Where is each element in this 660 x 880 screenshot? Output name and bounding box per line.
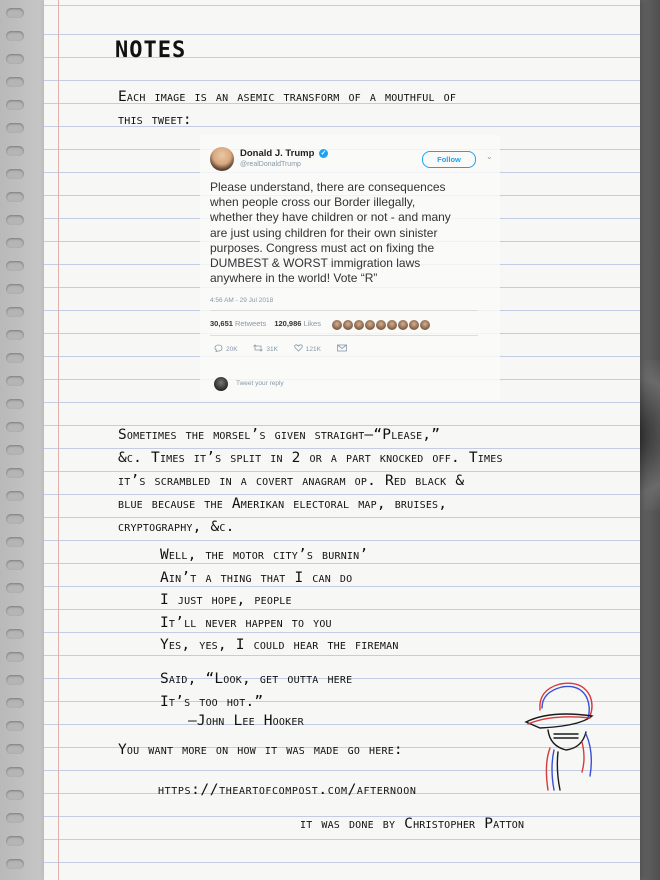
- torn-edge-hole: [6, 353, 24, 363]
- author-name: Donald J. Trump: [240, 148, 315, 159]
- like-count-label: Likes: [303, 319, 321, 328]
- torn-edge-hole: [6, 330, 24, 340]
- tweet-line: anywhere in the world! Vote “R”: [210, 271, 378, 286]
- lyrics-stanza: [160, 668, 352, 713]
- intro-line: this tweet:: [118, 112, 192, 128]
- tweet-line: when people cross our Border illegally,: [210, 195, 416, 210]
- author-credit: it was done by Christopher Patton: [300, 816, 525, 832]
- torn-edge-hole: [6, 537, 24, 547]
- torn-edge-hole: [6, 859, 24, 869]
- lyric-line: Ain’t a thing that I can do: [160, 569, 353, 586]
- torn-edge-hole: [6, 100, 24, 110]
- heart-icon: [294, 344, 303, 352]
- divider: [210, 335, 478, 336]
- paragraph-line: Sometimes the morsel’s given straight—“Please,”: [118, 427, 441, 443]
- tweet-text: [210, 180, 495, 286]
- description-paragraph: [118, 424, 503, 539]
- tweet-line: are just using children for their own sinister: [210, 225, 438, 240]
- reply-icon: [214, 344, 223, 352]
- torn-edge-hole: [6, 192, 24, 202]
- torn-edge-hole: [6, 261, 24, 271]
- torn-edge-hole: [6, 31, 24, 41]
- avatar: [387, 320, 397, 330]
- divider: [210, 310, 478, 311]
- tweet-line: whether they have children or not - and many: [210, 210, 451, 225]
- torn-edge-hole: [6, 790, 24, 800]
- torn-edge-hole: [6, 491, 24, 501]
- page-title: NOTES: [115, 38, 187, 63]
- torn-edge-hole: [6, 399, 24, 409]
- torn-edge-hole: [6, 813, 24, 823]
- liker-avatars[interactable]: [332, 317, 431, 335]
- lyrics-stanza: [160, 544, 399, 657]
- avatar[interactable]: [210, 147, 234, 171]
- torn-edge-hole: [6, 77, 24, 87]
- retweet-count[interactable]: 30,651: [210, 319, 233, 328]
- avatar: [398, 320, 408, 330]
- torn-edge-hole: [6, 445, 24, 455]
- lyric-line: Said, “Look, get outta here: [160, 671, 353, 687]
- torn-edge-hole: [6, 698, 24, 708]
- paragraph-line: &c. Times it’s split in 2 or a part knocked off. Times: [118, 450, 503, 466]
- tweet-actions: [214, 344, 361, 353]
- torn-edge-hole: [6, 307, 24, 317]
- retweet-count-label: Retweets: [234, 319, 267, 328]
- torn-edge-hole: [6, 238, 24, 248]
- like-count[interactable]: 120,986: [274, 319, 302, 328]
- torn-edge-hole: [6, 721, 24, 731]
- like-short: 121K: [305, 346, 321, 353]
- torn-edge-hole: [6, 169, 24, 179]
- avatar: [409, 320, 419, 330]
- avatar: [420, 320, 430, 330]
- torn-edge-hole: [6, 583, 24, 593]
- torn-edge-hole: [6, 606, 24, 616]
- avatar: [376, 320, 386, 330]
- intro-text: [118, 86, 456, 132]
- paragraph-line: it’s scrambled in a covert anagram op. Red black &: [118, 473, 465, 489]
- torn-edge-hole: [6, 514, 24, 524]
- intro-line: Each image is an asemic transform of a mouthful of: [118, 89, 457, 105]
- paragraph-line: cryptography, &c.: [118, 519, 235, 535]
- dm-button[interactable]: [337, 344, 347, 353]
- torn-edge-hole: [6, 8, 24, 18]
- tweet-line: DUMBEST & WORST immigration laws: [210, 256, 421, 271]
- lyric-line: Yes, yes, I could hear the fireman: [160, 637, 399, 653]
- lyric-line: I just hope, people: [160, 592, 292, 608]
- torn-edge-hole: [6, 767, 24, 777]
- lyric-line: It’ll never happen to you: [160, 614, 332, 631]
- lyric-line: It’s too hot.”: [160, 693, 264, 710]
- lyrics-attribution: —John Lee Hooker: [188, 713, 304, 729]
- reply-input[interactable]: Tweet your reply: [236, 380, 284, 387]
- torn-edge-hole: [6, 560, 24, 570]
- reply-button[interactable]: [214, 344, 238, 353]
- tweet-card: [200, 135, 500, 400]
- engagement-counts: [210, 319, 327, 328]
- avatar: [332, 320, 342, 330]
- torn-edge-hole: [6, 146, 24, 156]
- retweet-icon: [253, 344, 263, 352]
- avatar: [343, 320, 353, 330]
- torn-edge-hole: [6, 422, 24, 432]
- retweet-short: 31K: [266, 346, 278, 353]
- hat-figure-drawing: [520, 672, 610, 792]
- paragraph-line: blue because the Amerikan electoral map, bruises,: [118, 496, 448, 512]
- torn-edge-hole: [6, 652, 24, 662]
- margin-line: [58, 0, 59, 880]
- torn-edge-hole: [6, 675, 24, 685]
- torn-edge-hole: [6, 215, 24, 225]
- reply-count: 20K: [226, 346, 238, 353]
- torn-edge-hole: [6, 54, 24, 64]
- verified-icon: ✓: [320, 150, 327, 157]
- tweet-line: purposes. Congress must act on fixing the: [210, 240, 435, 255]
- author-handle[interactable]: @realDonaldTrump: [240, 161, 301, 168]
- mail-icon: [337, 344, 347, 352]
- tweet-line: Please understand, there are consequences: [210, 180, 446, 194]
- avatar: [214, 377, 228, 391]
- torn-edge-hole: [6, 629, 24, 639]
- lyric-line: Well, the motor city’s burnin’: [160, 547, 369, 563]
- retweet-button[interactable]: [253, 344, 278, 353]
- tweet-author[interactable]: [240, 148, 328, 159]
- torn-edge-hole: [6, 468, 24, 478]
- project-link[interactable]: https://theartofcompost.com/afternoon: [158, 782, 417, 798]
- avatar: [365, 320, 375, 330]
- torn-edge-hole: [6, 123, 24, 133]
- chevron-down-icon[interactable]: ⌄: [486, 152, 493, 161]
- more-info-text: You want more on how it was made go here:: [118, 742, 403, 758]
- torn-edge-hole: [6, 744, 24, 754]
- torn-edge: [6, 0, 26, 880]
- torn-edge-hole: [6, 836, 24, 846]
- like-button[interactable]: [294, 344, 321, 353]
- torn-edge-hole: [6, 284, 24, 294]
- tweet-timestamp[interactable]: 4:56 AM - 29 Jul 2018: [210, 297, 274, 304]
- torn-edge-hole: [6, 376, 24, 386]
- avatar: [354, 320, 364, 330]
- follow-button[interactable]: Follow: [422, 151, 476, 168]
